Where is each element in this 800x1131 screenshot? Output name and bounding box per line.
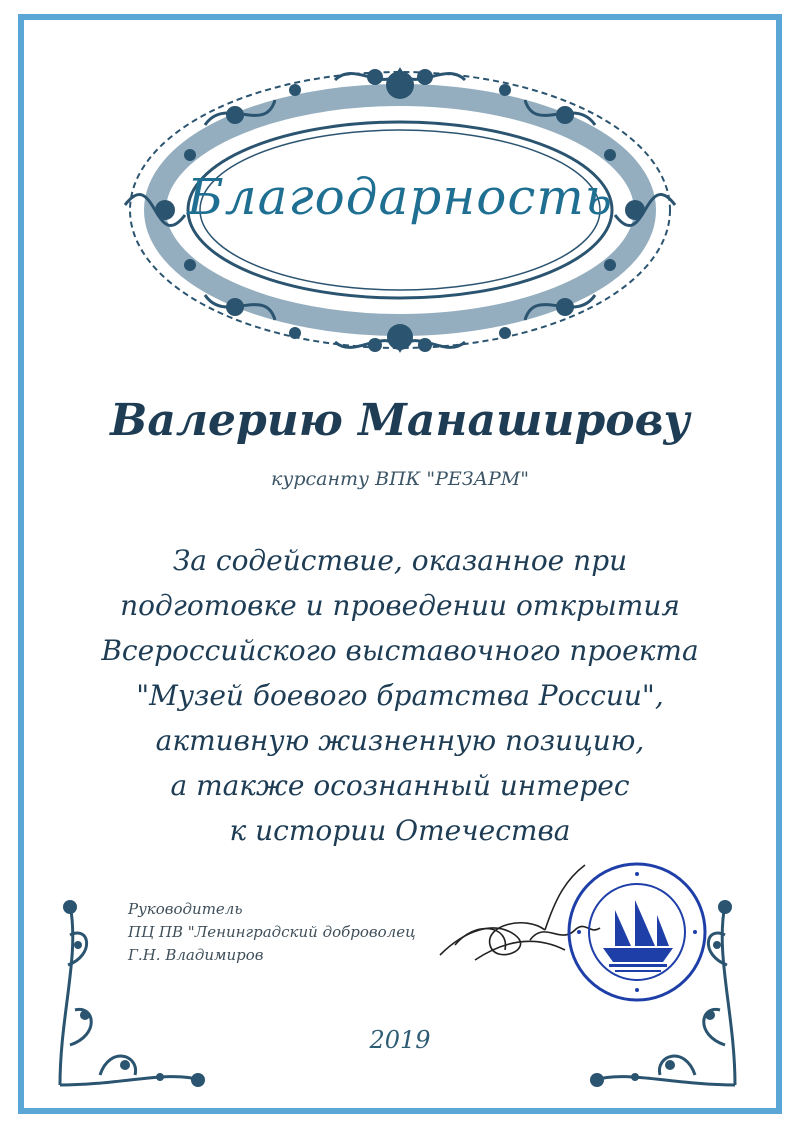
signatory-name: Г.Н. Владимиров (128, 946, 264, 964)
certificate-year: 2019 (369, 1026, 431, 1054)
reason-line: активную жизненную позицию, (155, 724, 645, 757)
reason-line: За содействие, оказанное при (172, 544, 628, 577)
recipient-name: Валерию Манаширову (110, 395, 690, 446)
ship-seal-icon (565, 860, 710, 1005)
signatory-organization: ПЦ ПВ "Ленинградский доброволец (128, 923, 416, 941)
reason-line: подготовке и проведении открытия (120, 589, 680, 622)
reason-line: к истории Отечества (229, 814, 571, 847)
certificate-title: Благодарность (187, 168, 613, 226)
signatory-position: Руководитель (128, 900, 243, 918)
reason-line: а также осознанный интерес (170, 769, 630, 802)
reason-text (40, 538, 760, 853)
reason-line: "Музей боевого братства России", (136, 679, 664, 712)
reason-line: Всероссийского выставочного проекта (101, 634, 699, 667)
signatory-block (128, 898, 416, 967)
recipient-role: курсанту ВПК "РЕЗАРМ" (271, 468, 529, 490)
